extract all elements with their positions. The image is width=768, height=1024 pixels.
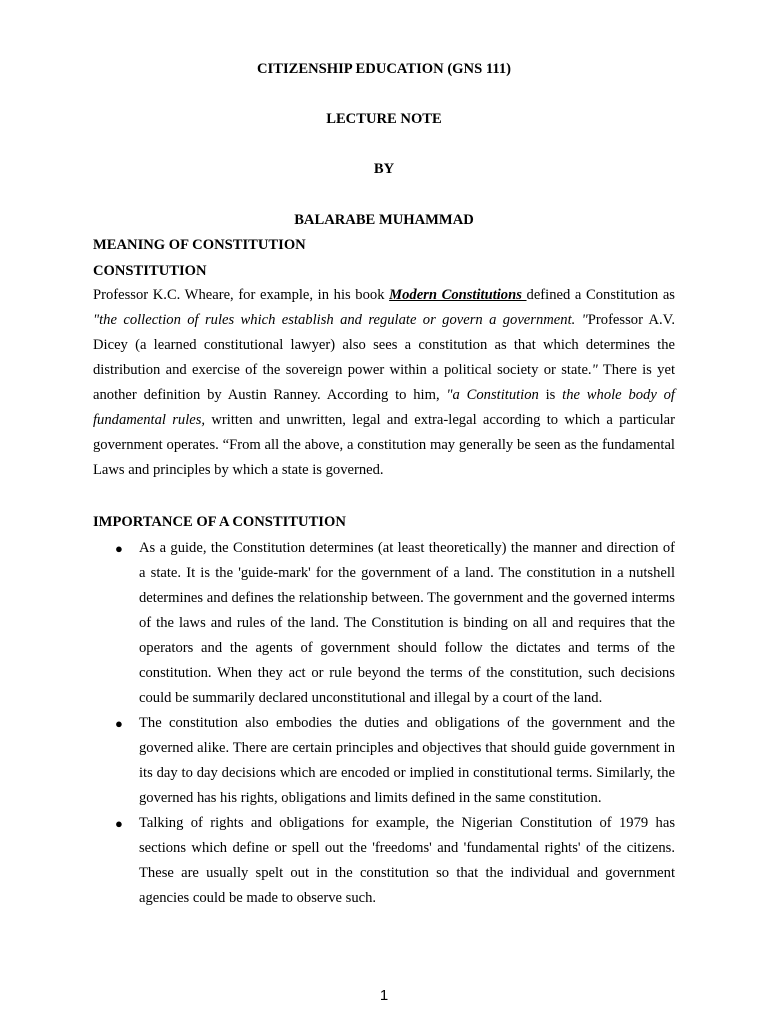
ranney-quote-start: "a Constitution	[446, 387, 539, 403]
para-text-5: is	[538, 387, 563, 403]
by-line: BY	[373, 161, 395, 177]
page-number: 1	[379, 987, 389, 1004]
importance-heading: IMPORTANCE OF A CONSTITUTION	[93, 514, 346, 530]
para-text-3: Professor A.V. Dicey (a learned constitutional lawyer) also sees a constitution as that which determines the distribution and exercise of the sovereign power within a political society or state.	[93, 312, 675, 378]
list-item	[93, 811, 675, 911]
list-item-text: The constitution also embodies the duties and obligations of the government and the governed alike. There are certain principles and objectives that should guide government in its day to day decisions which are encoded or implied in constitutional terms. Similarly, the governed has his rights, obligations and limits defined in the same constitution.	[139, 715, 675, 806]
bullet-icon: ●	[115, 541, 123, 556]
importance-list	[93, 536, 675, 911]
list-item	[93, 711, 675, 811]
dicey-quote-mark: "	[591, 362, 598, 378]
definition-paragraph	[93, 283, 675, 483]
para-text-6: written and unwritten, legal and extra-legal according to which a particular government operates. “From all the above, a constitution may generally be seen as the fundamental Laws and principles by which a state is governed.	[93, 412, 675, 478]
constitution-subheading: CONSTITUTION	[93, 263, 207, 279]
para-text-4: There is yet another definition by Austin Ranney. According to him,	[93, 362, 675, 403]
para-text-1: Professor K.C. Wheare, for example, in his book	[93, 287, 390, 303]
book-title: Modern Constitutions	[389, 287, 527, 303]
course-title: CITIZENSHIP EDUCATION (GNS 111)	[257, 61, 511, 77]
meaning-heading: MEANING OF CONSTITUTION	[93, 237, 306, 253]
list-item-text: As a guide, the Constitution determines (at least theoretically) the manner and direction of a state. It is the 'guide-mark' for the government of a land. The constitution in a nutshell determines and defines the relationship between. The government and the governed interms of the laws and rules of the land. The Constitution is binding on all and requires that the operators and the agents of government should follow the dictates and terms of the constitution. When they act or rule beyond the terms of the constitution, such decisions could be summarily declared unconstitutional and illegal by a court of the land.	[139, 540, 675, 706]
ranney-quote-body: the whole body of fundamental rules,	[93, 387, 675, 428]
bullet-icon: ●	[115, 716, 123, 731]
lecture-note-title: LECTURE NOTE	[326, 111, 442, 127]
wheare-quote: "the collection of rules which establish and regulate or govern a government. "	[93, 312, 588, 328]
list-item	[93, 536, 675, 711]
para-text-2: defined a Constitution as	[526, 287, 675, 303]
bullet-icon: ●	[115, 816, 123, 831]
author-name: BALARABE MUHAMMAD	[294, 212, 474, 228]
list-item-text: Talking of rights and obligations for example, the Nigerian Constitution of 1979 has sections which define or spell out the 'freedoms' and 'fundamental rights' of the citizens. These are usually spelt out in the constitution so that the individual and government agencies could be made to observe such.	[139, 815, 675, 906]
